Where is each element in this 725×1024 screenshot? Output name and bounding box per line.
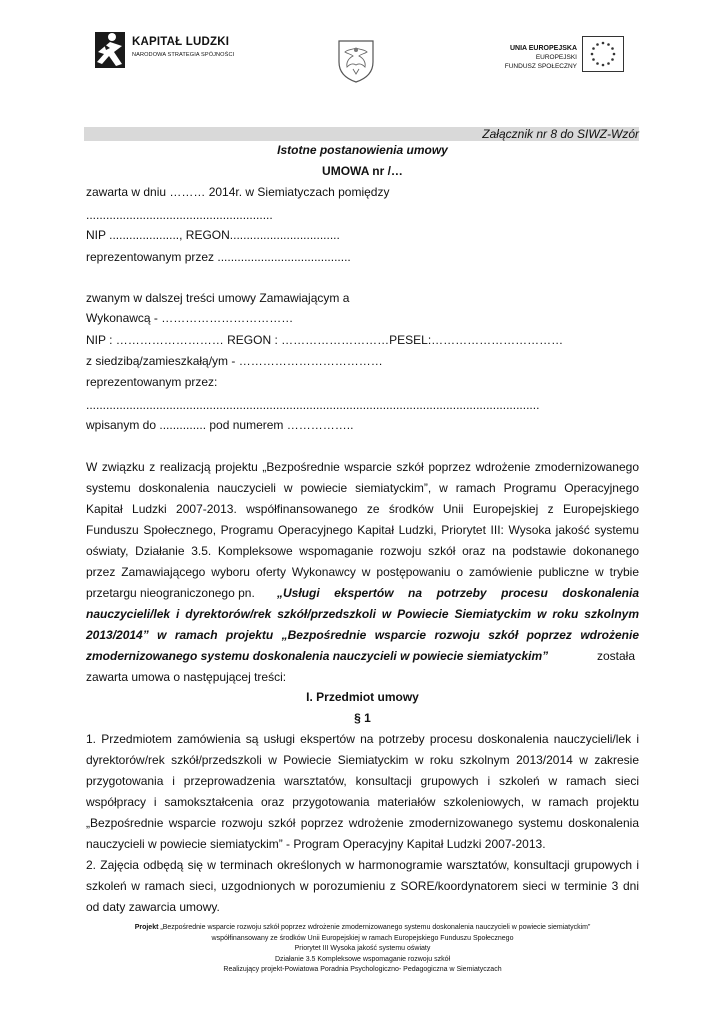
eu-label-line1: UNIA EUROPEJSKA xyxy=(509,45,577,52)
annex-label: Załącznik nr 8 do SIWZ-Wzór xyxy=(482,127,639,141)
intro-line-10: zmodernizowanego systemu doskonalenia nauczycieli w powiecie siemiatyckim” xyxy=(86,649,549,663)
section-title: I. Przedmiot umowy xyxy=(306,690,419,704)
document-subtitle: Istotne postanowienia umowy xyxy=(277,143,448,157)
representative-line-1: reprezentowanym przez ........................................ xyxy=(86,250,351,264)
kapital-ludzki-title: KAPITAŁ LUDZKI xyxy=(132,36,230,48)
paragraph-mark: § 1 xyxy=(354,711,371,725)
clause-2-line-3: od daty zawarcia umowy. xyxy=(86,900,220,914)
register-line: wpisanym do .............. pod numerem …………….. xyxy=(86,418,354,432)
intro-line-5: oświaty, Działanie 3.5. Kompleksowe wspomaganie rozwoju szkół oraz na podstawie dokonanego xyxy=(86,544,639,558)
coat-of-arms-icon xyxy=(336,38,376,84)
intro-line-9: 2013/2014” w ramach projektu „Bezpośrednie wsparcie rozwoju szkół poprzez wdrożenie xyxy=(86,628,639,642)
kapital-ludzki-subtitle: NARODOWA STRATEGIA SPÓJNOŚCI xyxy=(132,52,235,58)
clause-2-line-1: 2. Zajęcia odbędą się w terminach określonych w harmonogramie warsztatów, konsultacji grupowych i xyxy=(86,858,639,872)
clause-2-line-2: szkoleń w ramach sieci, uzgodnionych w porozumieniu z SORE/koordynatorem sieci w terminie 3 dni xyxy=(86,879,639,893)
footer-project-name: „Bezpośrednie wsparcie rozwoju szkół poprzez wdrożenie zmodernizowanego systemu doskonalenia nauczycieli w powiecie siemiatyckim” xyxy=(158,924,591,931)
nip-regon-pesel-line: NIP : ……………………… REGON : ………………………PESEL:…………………………… xyxy=(86,333,564,347)
ordering-party-line: zwanym w dalszej treści umowy Zamawiającym a xyxy=(86,291,350,305)
page-header xyxy=(0,0,725,100)
clause-1-line-3: przygotowania i przeprowadzenia warsztatów, konsultacji grupowych i szkoleń w ramach sieci xyxy=(86,774,639,788)
contract-number: UMOWA nr /… xyxy=(322,164,403,178)
footer-line-5: Realizujący projekt-Powiatowa Poradnia Psychologiczno- Pedagogiczna w Siemiatyczach xyxy=(223,966,502,973)
intro-line-7-title: „Usługi ekspertów na potrzeby procesu doskonalenia xyxy=(277,586,639,600)
eu-fund-label xyxy=(493,44,577,71)
eu-label-line2: EUROPEJSKI xyxy=(535,54,577,61)
clause-1-line-5: „Bezpośrednie wsparcie rozwoju szkół poprzez wdrożenie zmodernizowanego systemu doskonalenia xyxy=(86,816,639,830)
address-line: z siedzibą/zamieszkałą/ym - ……………………………… xyxy=(86,354,383,368)
intro-line-1: W związku z realizacją projektu „Bezpośrednie wsparcie szkół poprzez wdrożenie zmodernizowanego xyxy=(86,460,639,474)
contract-date-line: zawarta w dniu ……… 2014r. w Siemiatyczach pomiędzy xyxy=(86,185,390,199)
intro-line-7-lead: przetargu nieograniczonego pn. xyxy=(86,586,255,600)
clause-1-line-6: nauczycieli w powiecie siemiatyckim” - Program Operacyjny Kapitał Ludzki 2007-2013. xyxy=(86,837,546,851)
representative-dots-line: ........................................................................................................................................ xyxy=(86,398,540,412)
footer-line-4: Działanie 3.5 Kompleksowe wspomaganie rozwoju szkół xyxy=(274,955,451,963)
footer-line-3: Priorytet III Wysoka jakość systemu oświaty xyxy=(294,945,431,952)
clause-1-line-2: dyrektorów/rek szkół/przedszkoli w Powiecie Siemiatyckim w roku szkolnym 2013/2014 w zakresie xyxy=(86,753,639,767)
footer-project-label: Projekt xyxy=(134,924,159,931)
intro-line-3: Kapitał Ludzki 2007-2013. współfinansowanego ze środków Unii Europejskiej z Europejskiego xyxy=(86,502,639,516)
intro-line-11: zawarta umowa o następującej treści: xyxy=(86,670,287,684)
eu-flag-icon xyxy=(582,36,624,72)
clause-1-line-1: 1. Przedmiotem zamówienia są usługi ekspertów na potrzeby procesu doskonalenia nauczycieli/lek i xyxy=(86,732,639,746)
clause-1-line-4: współpracy i samokształcenia oraz przygotowania materiałów szkoleniowych, w ramach projektu xyxy=(86,795,639,809)
intro-line-4: Funduszu Społecznego, Programu Operacyjnego Kapitał Ludzki, Priorytet III: Wysoka jakość systemu xyxy=(86,523,639,537)
intro-line-6: przez Zamawiającego wyboru oferty Wykonawcy w postępowaniu o zamówienie publiczne w trybie xyxy=(86,565,639,579)
footer-line-2: współfinansowany ze środków Unii Europejskiej w ramach Europejskiego Funduszu Społecznego xyxy=(211,934,514,942)
intro-line-2: systemu doskonalenia nauczycieli w powiecie siemiatyckim”, w ramach Programu Operacyjnego xyxy=(86,481,639,495)
intro-line-8: nauczycieli/lek i dyrektorów/rek szkół/przedszkoli w Powiecie Siemiatyckim w roku szkolnym xyxy=(86,607,639,621)
intro-line-10-tail: została xyxy=(597,649,636,663)
kapital-ludzki-emblem-icon xyxy=(92,28,128,72)
eu-label-line3: FUNDUSZ SPOŁECZNY xyxy=(504,63,577,70)
contractor-line: Wykonawcą - …………………………… xyxy=(86,311,294,325)
kapital-ludzki-logo xyxy=(92,28,242,74)
page-footer xyxy=(0,923,725,976)
footer-line-1 xyxy=(0,923,725,934)
party-dots-line: ........................................................ xyxy=(86,208,273,222)
representative-line-2: reprezentowanym przez: xyxy=(86,375,218,389)
nip-regon-line-1: NIP ....................., REGON................................. xyxy=(86,228,340,242)
